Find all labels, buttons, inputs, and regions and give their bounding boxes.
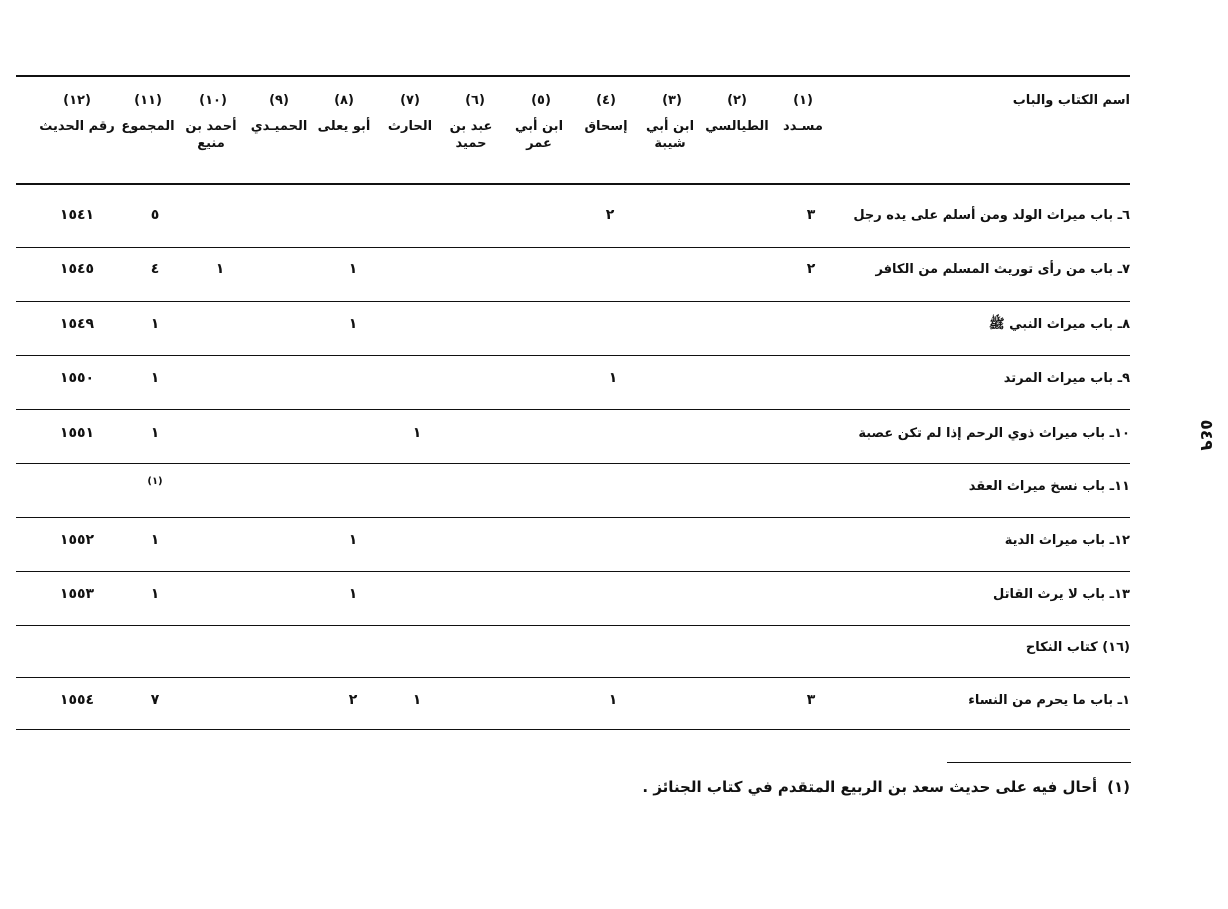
section-heading: (١٦) كتاب النكاح	[1025, 640, 1130, 655]
row-divider	[16, 625, 1130, 626]
row-3-col-11: ١	[150, 316, 160, 332]
column-number-4: (٤)	[596, 93, 616, 108]
column-number-8: (٨)	[334, 93, 354, 108]
column-label-12: رقم الحديث	[39, 119, 115, 134]
footnote-text: أحال فيه على حديث سعد بن الربيع المتقدم في كتاب الجنائز .	[642, 778, 1098, 796]
column-label-5: ابن أبي عمر	[514, 119, 564, 151]
row-label-8: ١٣ـ باب لا يرث القاتل	[992, 587, 1130, 602]
row-label-1: ٦ـ باب ميراث الولد ومن أسلم على يده رجل	[853, 208, 1130, 223]
column-number-1: (١)	[793, 93, 813, 108]
row-divider	[16, 571, 1130, 572]
row-divider	[16, 517, 1130, 518]
row-8-col-12: ١٥٥٣	[59, 586, 95, 602]
row-label-3: ٨ـ باب ميراث النبي ﷺ	[988, 317, 1130, 332]
page-number: ٥٤٩	[1196, 419, 1216, 451]
column-label-2: الطيالسي	[705, 119, 769, 134]
column-number-7: (٧)	[400, 93, 420, 108]
row-label-7: ١٢ـ باب ميراث الدية	[1004, 533, 1130, 548]
row-4-col-4: ١	[608, 370, 618, 386]
row-label-10: ١ـ باب ما يحرم من النساء	[968, 693, 1130, 708]
row-divider	[16, 409, 1130, 410]
footnote-marker: (١)	[1107, 778, 1130, 796]
column-label-4: إسحاق	[584, 119, 628, 134]
row-1-col-1: ٣	[806, 207, 816, 223]
row-5-col-7: ١	[412, 425, 422, 441]
footnote	[430, 776, 1130, 798]
column-label-11: المجموع	[121, 119, 175, 134]
row-label-5: ١٠ـ باب ميراث ذوي الرحم إذا لم تكن عصبة	[858, 426, 1130, 441]
row-2-col-8: ١	[348, 261, 358, 277]
table-top-rule	[16, 75, 1130, 77]
header-title: اسم الكتاب والباب	[1012, 93, 1130, 108]
row-10-col-7: ١	[412, 692, 422, 708]
row-divider	[16, 247, 1130, 248]
row-8-col-8: ١	[348, 586, 358, 602]
row-divider	[16, 355, 1130, 356]
row-10-col-12: ١٥٥٤	[59, 692, 95, 708]
row-label-6: ١١ـ باب نسخ ميراث العقد	[968, 479, 1130, 494]
row-label-2: ٧ـ باب من رأى توريث المسلم من الكافر	[875, 262, 1130, 277]
column-label-3: ابن أبي شيبة	[645, 119, 695, 151]
column-number-3: (٣)	[662, 93, 682, 108]
row-10-col-1: ٣	[806, 692, 816, 708]
row-4-col-11: ١	[150, 370, 160, 386]
row-7-col-8: ١	[348, 532, 358, 548]
table-bottom-rule	[16, 729, 1130, 730]
row-3-col-8: ١	[348, 316, 358, 332]
row-divider	[16, 463, 1130, 464]
row-divider	[16, 301, 1130, 302]
row-1-col-4: ٢	[605, 207, 615, 223]
row-7-col-12: ١٥٥٢	[59, 532, 95, 548]
header-bottom-rule	[16, 183, 1130, 185]
row-1-col-12: ١٥٤١	[59, 207, 95, 223]
row-label-4: ٩ـ باب ميراث المرتد	[1003, 371, 1130, 386]
column-label-7: الحارث	[387, 119, 433, 134]
column-number-10: (١٠)	[199, 93, 227, 108]
row-5-col-11: ١	[150, 425, 160, 441]
column-label-10: أحمد بن منيع	[185, 119, 237, 151]
column-number-6: (٦)	[465, 93, 485, 108]
column-number-12: (١٢)	[63, 93, 91, 108]
row-2-col-11: ٤	[150, 261, 160, 277]
row-1-col-11: ٥	[150, 207, 160, 223]
row-3-col-12: ١٥٤٩	[59, 316, 95, 332]
row-2-col-1: ٢	[806, 261, 816, 277]
row-divider	[16, 677, 1130, 678]
row-7-col-11: ١	[150, 532, 160, 548]
row-5-col-12: ١٥٥١	[59, 425, 95, 441]
row-2-col-10: ١	[215, 261, 225, 277]
footnote-divider	[947, 762, 1131, 763]
footnote-reference[interactable]: (١)	[147, 476, 163, 487]
column-label-9: الحميـدي	[250, 119, 308, 134]
row-4-col-12: ١٥٥٠	[59, 370, 95, 386]
column-number-5: (٥)	[531, 93, 551, 108]
row-10-col-8: ٢	[348, 692, 358, 708]
row-8-col-11: ١	[150, 586, 160, 602]
row-10-col-4: ١	[608, 692, 618, 708]
row-10-col-11: ٧	[150, 692, 160, 708]
row-2-col-12: ١٥٤٥	[59, 261, 95, 277]
column-number-11: (١١)	[134, 93, 162, 108]
column-label-6: عبد بن حميد	[449, 119, 493, 151]
column-number-2: (٢)	[727, 93, 747, 108]
column-label-1: مسـدد	[783, 119, 823, 134]
column-number-9: (٩)	[269, 93, 289, 108]
column-label-8: أبو يعلى	[317, 119, 371, 134]
